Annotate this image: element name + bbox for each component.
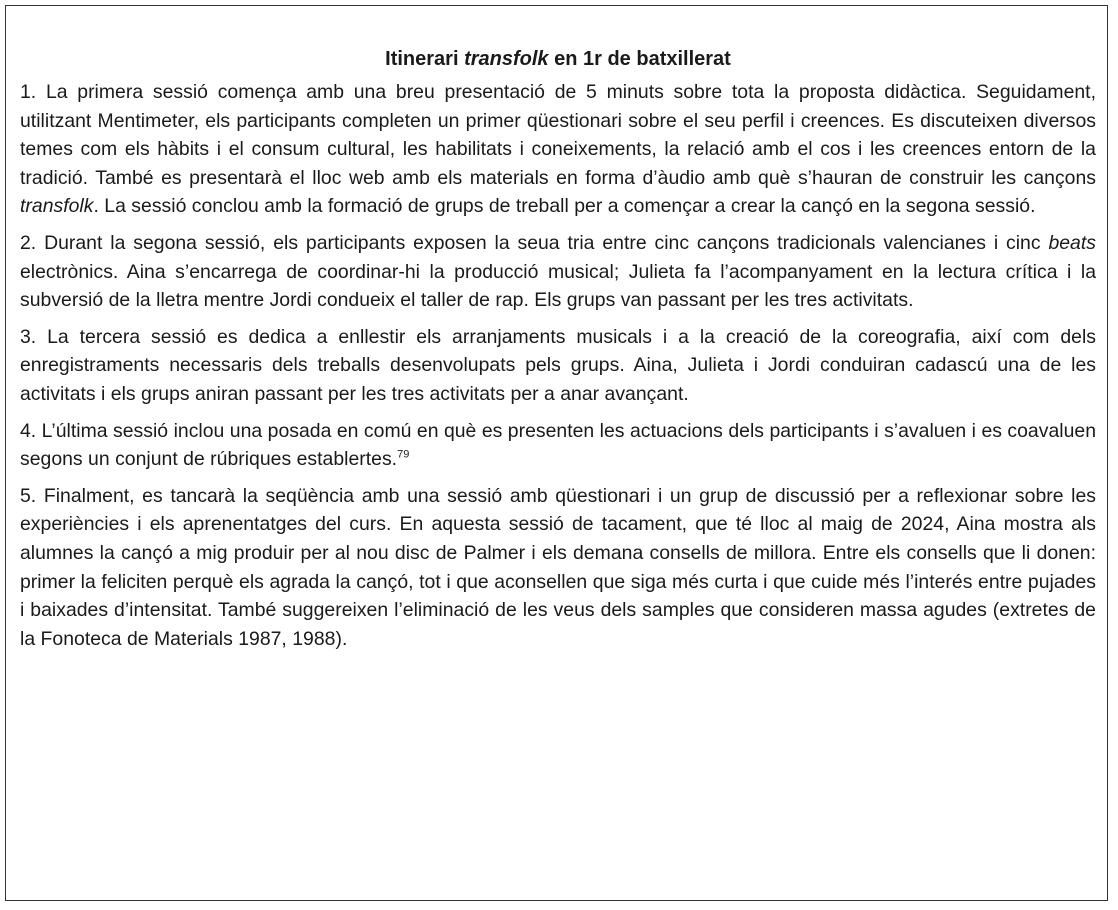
title-text-end: en 1r de batxillerat bbox=[548, 48, 731, 70]
itinerary-title bbox=[20, 44, 1096, 74]
session-1-text-end: . La sessió conclou amb la formació de grups de treball per a començar a crear la cançó en la segona sessió. bbox=[93, 195, 1036, 218]
session-3-paragraph bbox=[20, 323, 1096, 409]
session-4-paragraph bbox=[20, 417, 1096, 474]
session-3-text: 3. La tercera sessió es dedica a enllestir els arranjaments musicals i a la creació de la coreografia, així com dels enregistraments necessaris dels treballs desenvolupats pels grups. Aina, Julieta i Jordi conduiran cadascú una de les activitats i els grups aniran passant per les tres activitats per a anar avançant. bbox=[20, 325, 1096, 405]
session-2-text-start: 2. Durant la segona sessió, els participants exposen la seua tria entre cinc cançons tradicionals valencianes i cinc bbox=[20, 231, 1049, 254]
session-1-text-start: 1. La primera sessió comença amb una breu presentació de 5 minuts sobre tota la proposta didàctica. Seguidament, utilitzant Mentimeter, els participants completen un primer qüestionari sobre el seu perfil i creences. Es discuteixen diversos temes com els hàbits i el consum cultural, les habilitats i coneixements, la relació amb el cos i les creences entorn de la tradició. També es presentarà el lloc web amb els materials en forma d’àudio amb què s’hauran de construir les cançons bbox=[20, 81, 1096, 189]
session-2-text-end: electrònics. Aina s’encarrega de coordinar-hi la producció musical; Julieta fa l’acompanyament en la lectura crítica i la subversió de la lletra mentre Jordi condueix el taller de rap. Els grups van passant per les tres activitats. bbox=[20, 260, 1096, 312]
session-1-paragraph bbox=[20, 78, 1096, 221]
session-5-text: 5. Finalment, es tancarà la seqüència amb una sessió amb qüestionari i un grup de discussió per a reflexionar sobre les experiències i els aprenentatges del curs. En aquesta sessió de tacament, que té lloc al maig de 2024, Aina mostra als alumnes la cançó a mig produir per al nou disc de Palmer i els demana consells de millora. Entre els consells que li donen: primer la feliciten perquè els agrada la cançó, tot i que aconsellen que siga més curta i que cuide més l’interés entre pujades i baixades d’intensitat. També suggereixen l’eliminació de les veus dels samples que consideren massa agudes (extretes de la Fonoteca de Materials 1987, 1988). bbox=[20, 484, 1096, 650]
title-text-start: Itinerari bbox=[385, 48, 465, 70]
itinerary-box bbox=[5, 5, 1108, 901]
session-2-italic-term: beats bbox=[1048, 231, 1096, 254]
session-2-paragraph bbox=[20, 229, 1096, 315]
footnote-marker: 79 bbox=[397, 448, 410, 461]
session-1-italic-term: transfolk bbox=[20, 195, 94, 218]
title-italic-term: transfolk bbox=[464, 48, 549, 70]
session-5-paragraph bbox=[20, 482, 1096, 654]
session-4-text: 4. L’última sessió inclou una posada en comú en què es presenten les actuacions dels participants i s’avaluen i es coavaluen segons un conjunt de rúbriques establertes. bbox=[20, 419, 1096, 471]
